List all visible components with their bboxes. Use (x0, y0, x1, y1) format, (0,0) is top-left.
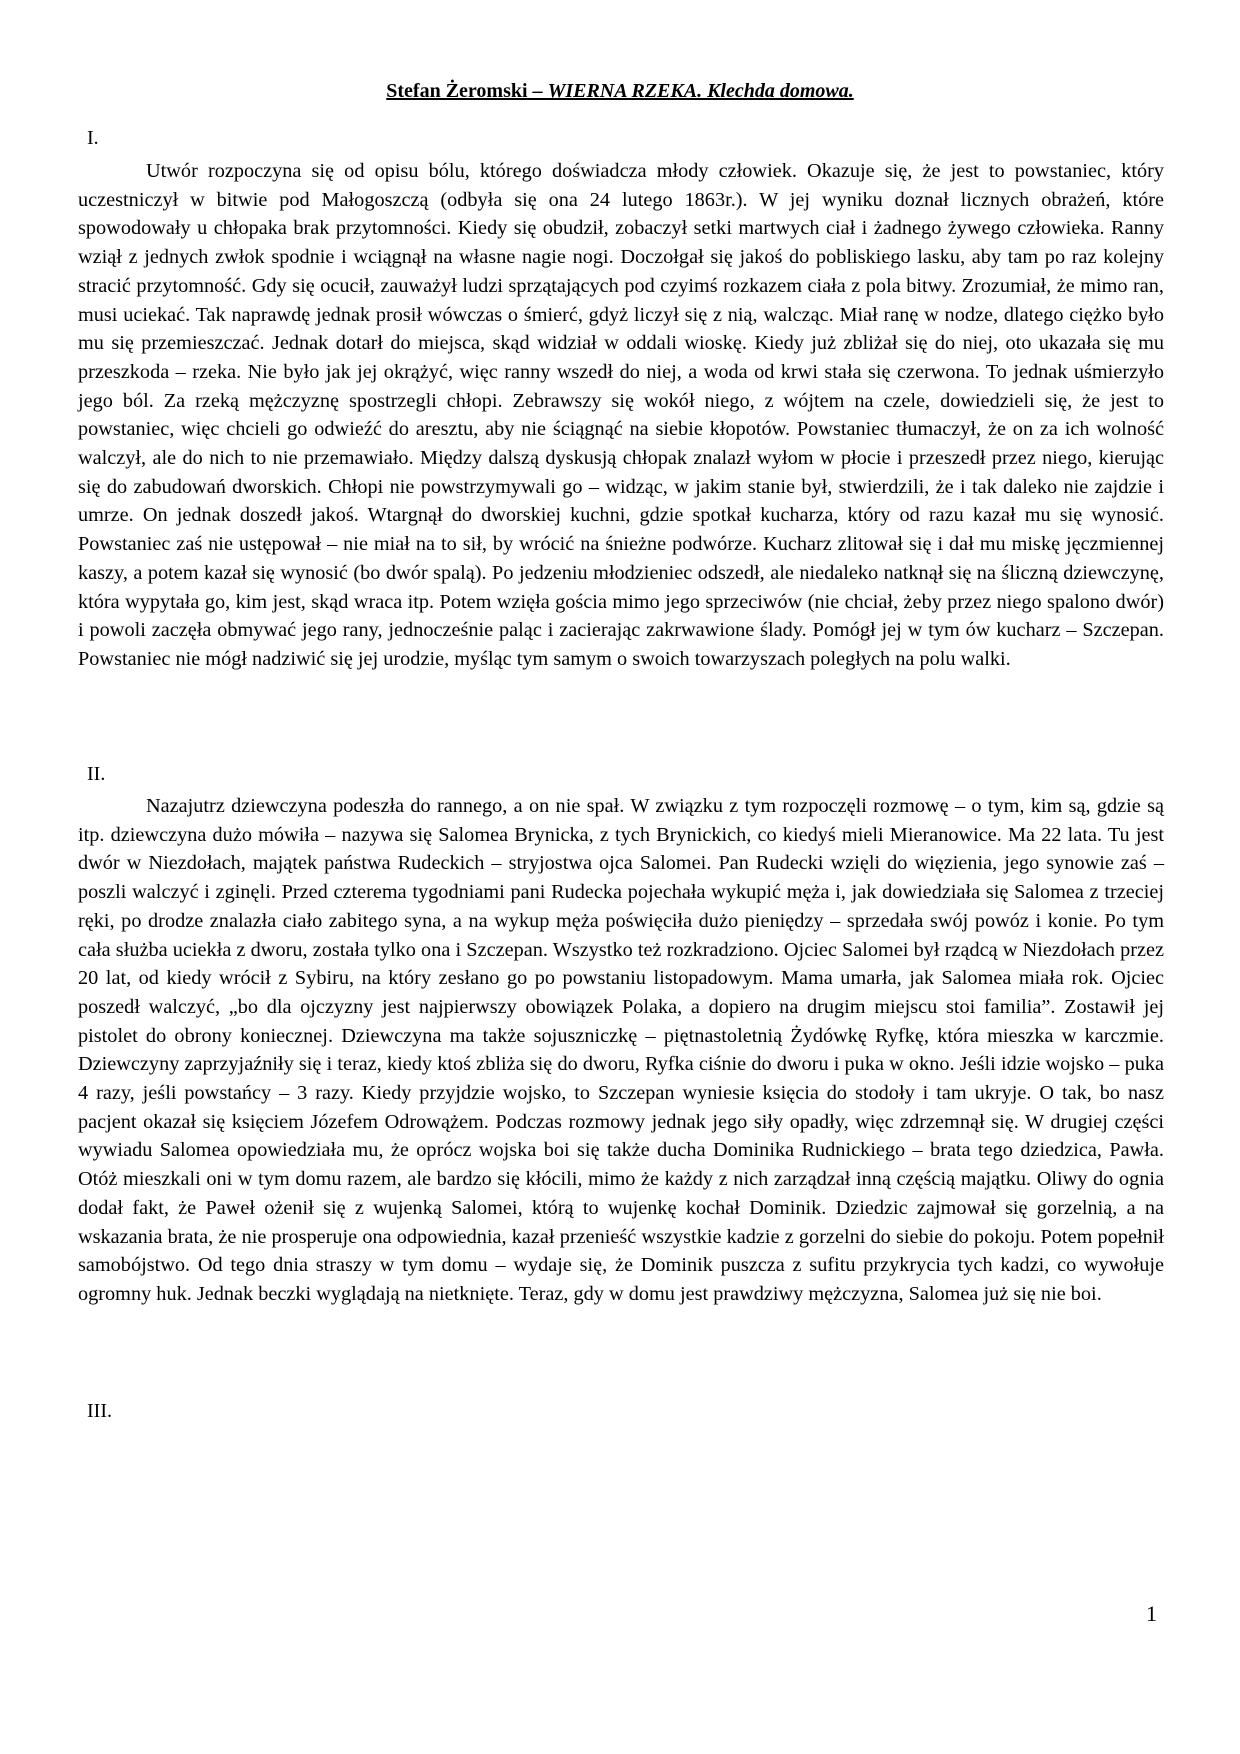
title-author: Stefan Żeromski – (386, 80, 548, 102)
page-number: 1 (1146, 1601, 1157, 1626)
section-label-1: I. (87, 127, 99, 149)
document-title (0, 78, 1240, 104)
title-work: WIERNA RZEKA. Klechda domowa. (547, 80, 854, 102)
section-label-2: II. (87, 763, 106, 785)
section-paragraph-1: Utwór rozpoczyna się od opisu bólu, którego doświadcza młody człowiek. Okazuje się, że jest to powstaniec, który uczestniczył w bitwie pod Małogoszczą (odbyła się ona 24 lutego 1863r.). W jej wyniku doznał licznych obrażeń, które spowodowały u chłopaka brak przytomności. Kiedy się obudził, zobaczył setki martwych ciał i żadnego żywego człowieka. Ranny wziął z jednych zwłok spodnie i wciągnął na własne nagie nogi. Doczołgał się jakoś do pobliskiego lasku, aby tam po raz kolejny stracić przytomność. Gdy się ocucił, zauważył ludzi sprzątających pod czyimś rozkazem ciała z pola bitwy. Zrozumiał, że mimo ran, musi uciekać. Tak naprawdę jednak prosił wówczas o śmierć, gdyż liczył się z nią, walcząc. Miał ranę w nodze, dlatego ciężko było mu się przemieszczać. Jednak dotarł do miejsca, skąd widział w oddali wioskę. Kiedy już zbliżał się do niej, oto ukazała się mu przeszkoda – rzeka. Nie było jak jej okrążyć, więc ranny wszedł do niej, a woda od krwi stała się czerwona. To jednak uśmierzyło jego ból. Za rzeką mężczyznę spostrzegli chłopi. Zebrawszy się wokół niego, z wójtem na czele, dowiedzieli się, że jest to powstaniec, więc chcieli go odwieźć do aresztu, aby nie ściągnąć na siebie kłopotów. Powstaniec tłumaczył, że on za ich wolność walczył, ale do nich to nie przemawiało. Między dalszą dyskusją chłopak znalazł wyłom w płocie i przeszedł przez niego, kierując się do zabudowań dworskich. Chłopi nie powstrzymywali go – widząc, w jakim stanie był, stwierdzili, że i tak daleko nie zajdzie i umrze. On jednak doszedł jakoś. Wtargnął do dworskiej kuchni, gdzie spotkał kucharza, który od razu kazał mu się wynosić. Powstaniec zaś nie ustępował – nie miał na to sił, by wrócić na śnieżne podwórze. Kucharz zlitował się i dał mu miskę jęczmiennej kaszy, a potem kazał się wynosić (bo dwór spalą). Po jedzeniu młodzieniec odszedł, ale niedaleko natknął się na śliczną dziewczynę, która wypytała go, kim jest, skąd wraca itp. Potem wzięła gościa mimo jego sprzeciwów (nie chciał, żeby przez niego spalono dwór) i powoli zaczęła obmywać jego rany, jednocześnie paląc i zacierając zakrwawione ślady. Pomógł jej w tym ów kucharz – Szczepan. Powstaniec nie mógł nadziwić się jej urodzie, myśląc tym samym o swoich towarzyszach poległych na polu walki. (78, 160, 1164, 670)
section-paragraph-2: Nazajutrz dziewczyna podeszła do rannego, a on nie spał. W związku z tym rozpoczęli rozmowę – o tym, kim są, gdzie są itp. dziewczyna dużo mówiła – nazywa się Salomea Brynicka, z tych Brynickich, co kiedyś mieli Mieranowice. Ma 22 lata. Tu jest dwór w Niezdołach, majątek państwa Rudeckich – stryjostwa ojca Salomei. Pan Rudecki wzięli do więzienia, jego synowie zaś – poszli walczyć i zginęli. Przed czterema tygodniami pani Rudecka pojechała wykupić męża i, jak dowiedziała się Salomea z trzeciej ręki, po drodze znalazła ciało zabitego syna, a na wykup męża poświęciła dużo pieniędzy – sprzedała swój powóz i konie. Po tym cała służba uciekła z dworu, została tylko ona i Szczepan. Wszystko też rozkradziono. Ojciec Salomei był rządcą w Niezdołach przez 20 lat, od kiedy wrócił z Sybiru, na który zesłano go po powstaniu listopadowym. Mama umarła, jak Salomea miała rok. Ojciec poszedł walczyć, „bo dla ojczyzny jest najpierwszy obowiązek Polaka, a dopiero na drugim miejscu stoi familia”. Zostawił jej pistolet do obrony koniecznej. Dziewczyna ma także sojuszniczkę – piętnastoletnią Żydówkę Ryfkę, która mieszka w karczmie. Dziewczyny zaprzyjaźniły się i teraz, kiedy ktoś zbliża się do dworu, Ryfka ciśnie do dworu i puka w okno. Jeśli idzie wojsko – puka 4 razy, jeśli powstańcy – 3 razy. Kiedy przyjdzie wojsko, to Szczepan wyniesie księcia do stodoły i tam ukryje. O tak, bo nasz pacjent okazał się księciem Józefem Odrowążem. Podczas rozmowy jednak jego siły opadły, więc zdrzemnął się. W drugiej części wywiadu Salomea opowiedziała mu, że oprócz wojska boi się także ducha Dominika Rudnickiego – brata tego dziedzica, Pawła. Otóż mieszkali oni w tym domu razem, ale bardzo się kłócili, mimo że każdy z nich zarządzał inną częścią majątku. Oliwy do ognia dodał fakt, że Paweł ożenił się z wujenką Salomei, którą to wujenkę kochał Dominik. Dziedzic zajmował się gorzelnią, a na wskazania brata, że nie prosperuje ona odpowiednia, kazał przenieść wszystkie kadzie z gorzelni do siebie do pokoju. Potem popełnił samobójstwo. Od tego dnia straszy w tym domu – wydaje się, że Dominik puszcza z sufitu przykrycia tych kadzi, co wywołuje ogromny huk. Jednak beczki wyglądają na nietknięte. Teraz, gdy w domu jest prawdziwy mężczyzna, Salomea już się nie boi. (78, 795, 1164, 1305)
section-label-3: III. (87, 1400, 112, 1422)
